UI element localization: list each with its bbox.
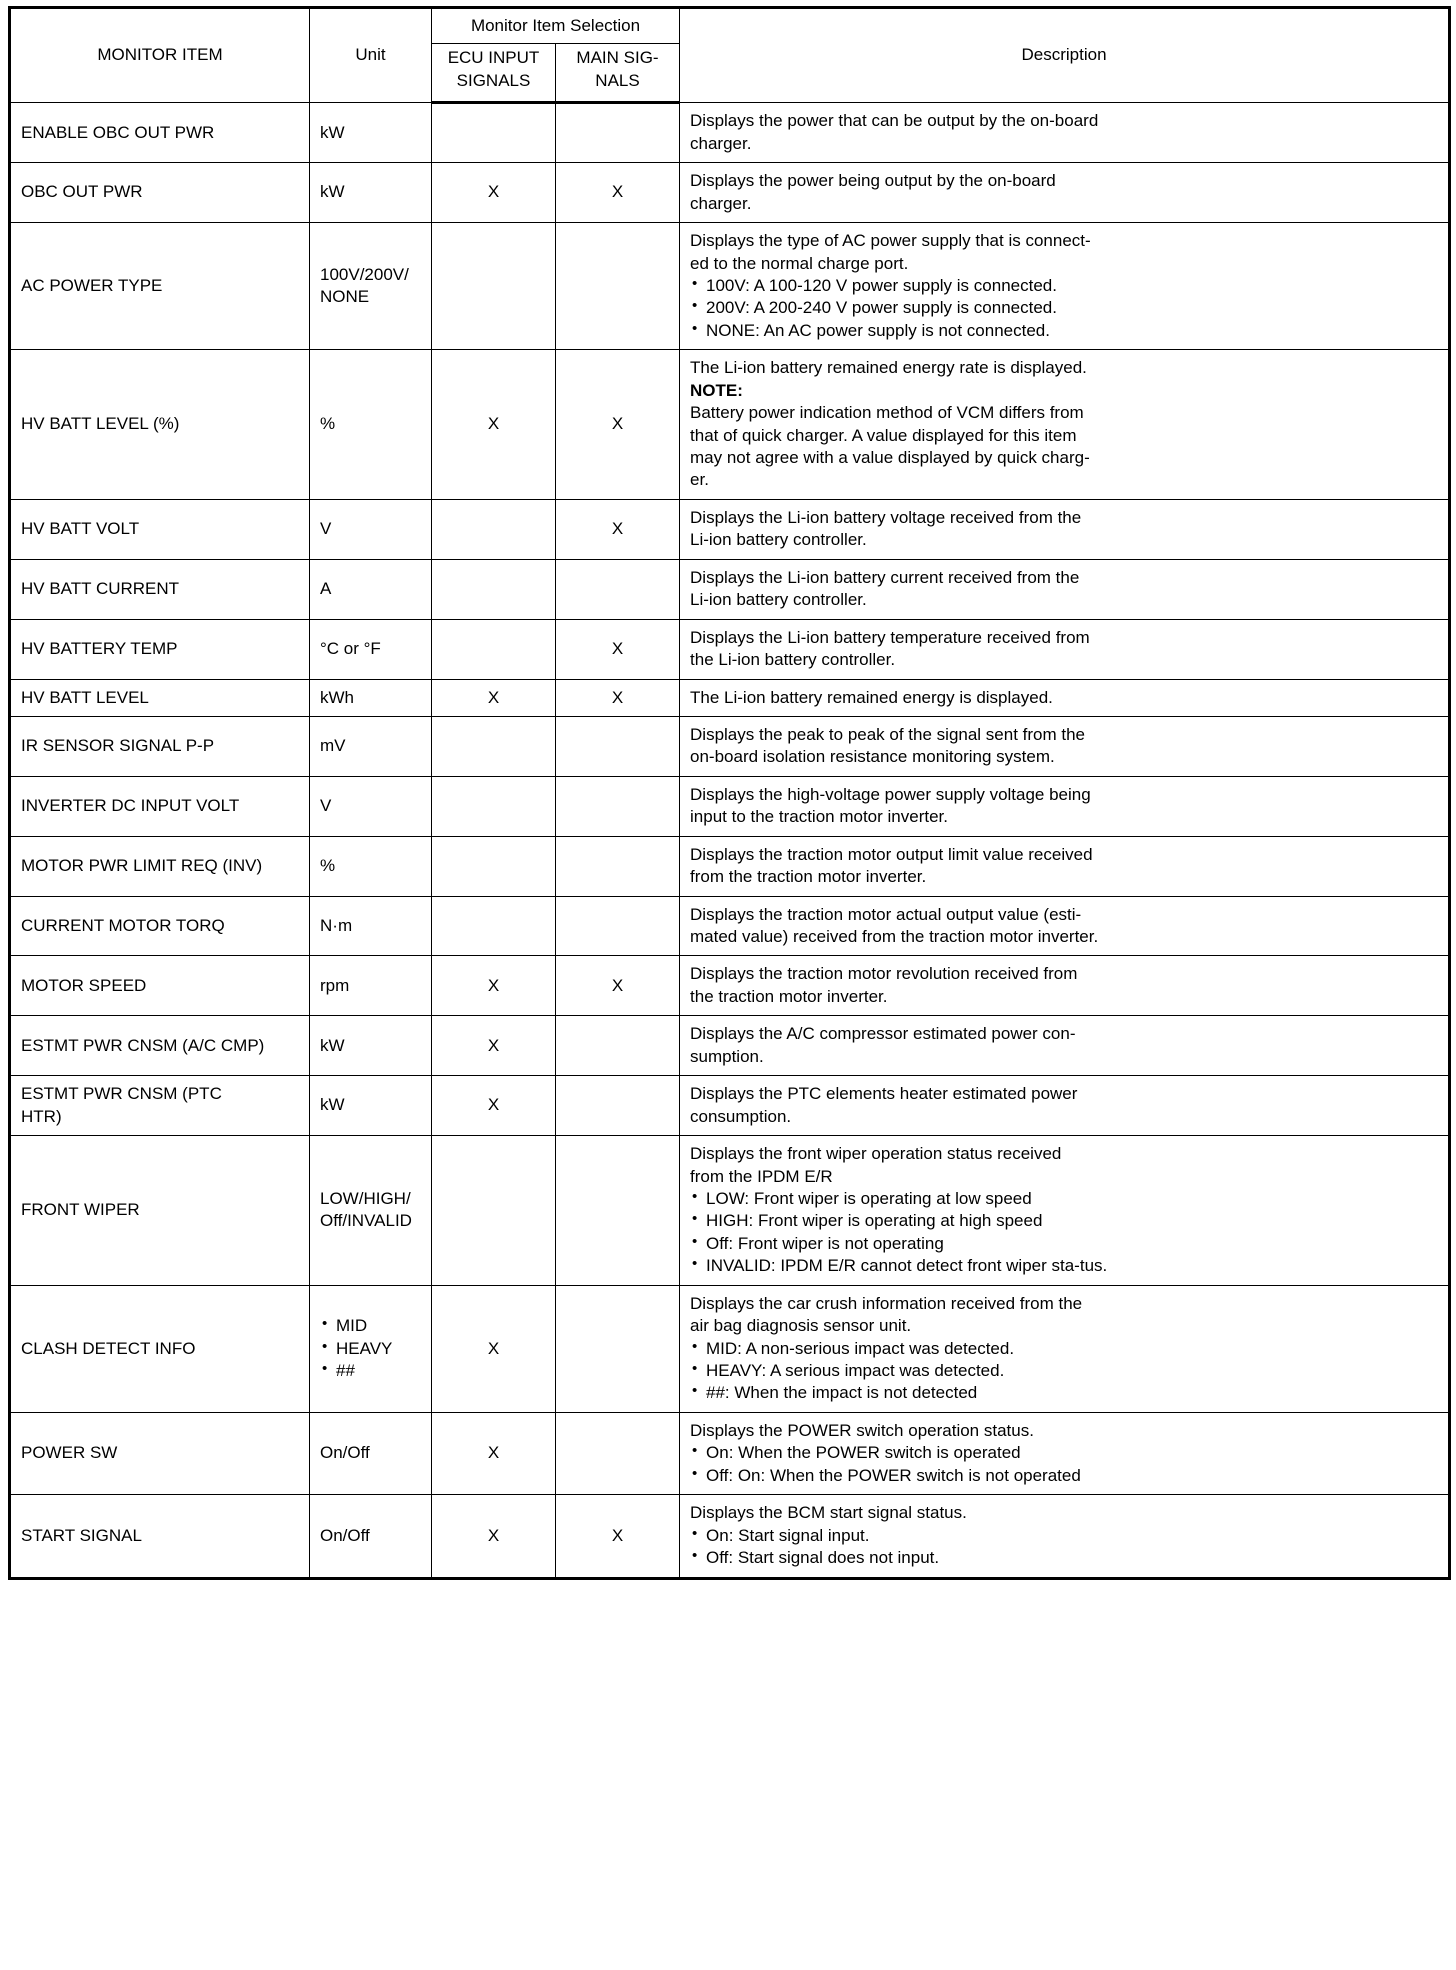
- description-line: Li-ion battery controller.: [690, 590, 867, 610]
- cell-main-signals: X: [556, 350, 680, 500]
- description-bullet: • Off: Start signal does not input.: [690, 1547, 1438, 1569]
- cell-unit: V: [310, 499, 432, 559]
- table-row: [10, 103, 1450, 163]
- cell-monitor-item: START SIGNAL: [10, 1495, 310, 1578]
- table-body: [10, 103, 1450, 1578]
- cell-monitor-item: ESTMT PWR CNSM (A/C CMP): [10, 1016, 310, 1076]
- description-line: Displays the Li-ion battery voltage received from the: [690, 507, 1082, 527]
- cell-main-signals: X: [556, 499, 680, 559]
- header-monitor-item: MONITOR ITEM: [10, 8, 310, 103]
- description-line: Displays the traction motor output limit value received: [690, 844, 1093, 864]
- description-bullet: • On: When the POWER switch is operated: [690, 1442, 1438, 1464]
- cell-unit: kW: [310, 1076, 432, 1136]
- description-line: Displays the POWER switch operation status.: [690, 1420, 1034, 1440]
- description-bullet-list: [690, 1525, 1438, 1570]
- cell-description: [680, 896, 1450, 956]
- table-row: [10, 1016, 1450, 1076]
- cell-monitor-item: HV BATT LEVEL: [10, 679, 310, 716]
- table-row: [10, 776, 1450, 836]
- cell-main-signals: [556, 1076, 680, 1136]
- cell-monitor-item: CLASH DETECT INFO: [10, 1285, 310, 1412]
- cell-ecu-input-signals: [432, 619, 556, 679]
- cell-main-signals: [556, 896, 680, 956]
- cell-ecu-input-signals: [432, 836, 556, 896]
- header-main-signals-line1: MAIN SIG-: [576, 48, 659, 68]
- unit-line: LOW/HIGH/: [320, 1188, 411, 1208]
- cell-ecu-input-signals: [432, 223, 556, 350]
- cell-ecu-input-signals: X: [432, 163, 556, 223]
- unit-option: • HEAVY: [320, 1338, 421, 1360]
- description-bullet: • INVALID: IPDM E/R cannot detect front wiper sta-​tus.: [690, 1255, 1438, 1277]
- cell-unit: N·m: [310, 896, 432, 956]
- description-bullet: • HEAVY: A serious impact was detected.: [690, 1360, 1438, 1382]
- cell-monitor-item: IR SENSOR SIGNAL P-P: [10, 716, 310, 776]
- description-bullet: • Off: On: When the POWER switch is not operated: [690, 1465, 1438, 1487]
- cell-main-signals: [556, 103, 680, 163]
- cell-ecu-input-signals: [432, 716, 556, 776]
- cell-ecu-input-signals: X: [432, 1412, 556, 1494]
- cell-main-signals: [556, 776, 680, 836]
- table-row: [10, 619, 1450, 679]
- description-line: from the IPDM E/R: [690, 1166, 833, 1186]
- cell-ecu-input-signals: X: [432, 679, 556, 716]
- description-line: the traction motor inverter.: [690, 986, 888, 1006]
- cell-description: [680, 1412, 1450, 1494]
- unit-line: Off/INVALID: [320, 1211, 412, 1231]
- cell-description: [680, 956, 1450, 1016]
- cell-monitor-item: HV BATTERY TEMP: [10, 619, 310, 679]
- cell-ecu-input-signals: X: [432, 1016, 556, 1076]
- table-row: [10, 350, 1450, 500]
- description-line: Displays the A/C compressor estimated power con-: [690, 1024, 1076, 1044]
- header-main-signals: [556, 44, 680, 103]
- unit-option-list: [320, 1315, 421, 1382]
- description-line: The Li-ion battery remained energy rate is displayed.: [690, 358, 1087, 378]
- description-bullet: • LOW: Front wiper is operating at low speed: [690, 1188, 1438, 1210]
- cell-ecu-input-signals: [432, 776, 556, 836]
- description-line: Displays the type of AC power supply that is connect-: [690, 231, 1091, 251]
- table-row: [10, 163, 1450, 223]
- cell-main-signals: [556, 1136, 680, 1286]
- monitor-item-table: [8, 6, 1451, 1580]
- description-bullet: • Off: Front wiper is not operating: [690, 1233, 1438, 1255]
- cell-description: [680, 1495, 1450, 1578]
- description-bullet-list: [690, 1188, 1438, 1278]
- cell-main-signals: X: [556, 679, 680, 716]
- cell-main-signals: X: [556, 1495, 680, 1578]
- cell-ecu-input-signals: [432, 103, 556, 163]
- description-line: Displays the car crush information received from the: [690, 1293, 1083, 1313]
- cell-unit: kW: [310, 103, 432, 163]
- description-bullet: • 100V: A 100-120 V power supply is connected.: [690, 275, 1438, 297]
- description-line: Displays the front wiper operation status received: [690, 1144, 1062, 1164]
- description-line: Displays the power that can be output by the on-board: [690, 111, 1099, 131]
- description-line: from the traction motor inverter.: [690, 867, 927, 887]
- table-row: [10, 716, 1450, 776]
- description-bullet-list: [690, 1338, 1438, 1405]
- cell-unit: kWh: [310, 679, 432, 716]
- description-line: Displays the PTC elements heater estimated power: [690, 1084, 1078, 1104]
- cell-description: [680, 103, 1450, 163]
- unit-option: • ##: [320, 1360, 421, 1382]
- cell-monitor-item: [10, 1076, 310, 1136]
- description-line: Displays the Li-ion battery current received from the: [690, 567, 1080, 587]
- cell-monitor-item: CURRENT MOTOR TORQ: [10, 896, 310, 956]
- note-line: may not agree with a value displayed by quick charg-: [690, 448, 1090, 467]
- table-row: [10, 956, 1450, 1016]
- description-line: Displays the BCM start signal status.: [690, 1503, 967, 1523]
- monitor-item-line: HTR): [21, 1106, 62, 1126]
- header-description: Description: [680, 8, 1450, 103]
- cell-main-signals: [556, 559, 680, 619]
- cell-description: [680, 776, 1450, 836]
- description-line: mated value) received from the traction motor inverter.: [690, 927, 1099, 946]
- cell-unit: A: [310, 559, 432, 619]
- header-monitor-item-selection: Monitor Item Selection: [432, 8, 680, 44]
- cell-monitor-item: FRONT WIPER: [10, 1136, 310, 1286]
- table-header: [10, 8, 1450, 103]
- header-unit: Unit: [310, 8, 432, 103]
- cell-main-signals: [556, 1016, 680, 1076]
- cell-ecu-input-signals: [432, 499, 556, 559]
- cell-description: [680, 679, 1450, 716]
- cell-ecu-input-signals: X: [432, 1285, 556, 1412]
- table-row: [10, 1495, 1450, 1578]
- cell-main-signals: [556, 716, 680, 776]
- table-row: [10, 559, 1450, 619]
- cell-monitor-item: MOTOR PWR LIMIT REQ (INV): [10, 836, 310, 896]
- cell-description: [680, 163, 1450, 223]
- cell-description: [680, 350, 1450, 500]
- cell-monitor-item: POWER SW: [10, 1412, 310, 1494]
- cell-unit: kW: [310, 1016, 432, 1076]
- cell-unit: [310, 1136, 432, 1286]
- table-row: [10, 1285, 1450, 1412]
- table-row: [10, 1412, 1450, 1494]
- header-main-signals-line2: NALS: [595, 70, 640, 90]
- cell-main-signals: [556, 836, 680, 896]
- cell-ecu-input-signals: [432, 896, 556, 956]
- description-line: air bag diagnosis sensor unit.: [690, 1316, 912, 1336]
- cell-unit: kW: [310, 163, 432, 223]
- description-line: Displays the Li-ion battery temperature received from: [690, 627, 1090, 647]
- description-line: Displays the peak to peak of the signal sent from the: [690, 724, 1086, 744]
- description-line: on-board isolation resistance monitoring system.: [690, 747, 1055, 767]
- note-line: Battery power indication method of VCM differs from: [690, 403, 1084, 423]
- description-bullet-list: [690, 275, 1438, 342]
- description-bullet: • ##: When the impact is not detected: [690, 1382, 1438, 1404]
- cell-main-signals: X: [556, 163, 680, 223]
- cell-description: [680, 559, 1450, 619]
- description-line: input to the traction motor inverter.: [690, 807, 948, 827]
- description-bullet: • HIGH: Front wiper is operating at high speed: [690, 1210, 1438, 1232]
- monitor-item-line: ESTMT PWR CNSM (PTC: [21, 1084, 222, 1104]
- header-ecu-input-line1: ECU INPUT: [447, 48, 540, 68]
- cell-monitor-item: MOTOR SPEED: [10, 956, 310, 1016]
- cell-ecu-input-signals: [432, 559, 556, 619]
- description-line: ed to the normal charge port.: [690, 253, 909, 273]
- cell-main-signals: [556, 1412, 680, 1494]
- unit-option: • MID: [320, 1315, 421, 1337]
- description-line: charger.: [690, 133, 752, 153]
- description-line: The Li-ion battery remained energy is displayed.: [690, 687, 1053, 707]
- cell-unit: %: [310, 836, 432, 896]
- cell-description: [680, 1076, 1450, 1136]
- cell-unit: On/Off: [310, 1412, 432, 1494]
- note-line: er.: [690, 470, 709, 490]
- description-line: Displays the traction motor actual output value (esti-: [690, 904, 1082, 924]
- unit-line: 100V/200V/: [320, 264, 409, 284]
- cell-monitor-item: HV BATT CURRENT: [10, 559, 310, 619]
- cell-monitor-item: AC POWER TYPE: [10, 223, 310, 350]
- cell-unit: rpm: [310, 956, 432, 1016]
- description-line: Li-ion battery controller.: [690, 530, 867, 550]
- description-bullet: • 200V: A 200-240 V power supply is connected.: [690, 297, 1438, 319]
- description-line: Displays the traction motor revolution received from: [690, 964, 1078, 984]
- cell-main-signals: X: [556, 619, 680, 679]
- description-line: charger.: [690, 193, 752, 213]
- cell-unit: mV: [310, 716, 432, 776]
- cell-unit: %: [310, 350, 432, 500]
- cell-monitor-item: ENABLE OBC OUT PWR: [10, 103, 310, 163]
- cell-main-signals: [556, 223, 680, 350]
- cell-unit: [310, 223, 432, 350]
- description-bullet: • NONE: An AC power supply is not connected.: [690, 320, 1438, 342]
- cell-main-signals: X: [556, 956, 680, 1016]
- cell-ecu-input-signals: X: [432, 1076, 556, 1136]
- cell-description: [680, 716, 1450, 776]
- table-row: [10, 836, 1450, 896]
- cell-unit: V: [310, 776, 432, 836]
- cell-monitor-item: HV BATT LEVEL (%): [10, 350, 310, 500]
- cell-ecu-input-signals: [432, 1136, 556, 1286]
- cell-ecu-input-signals: X: [432, 956, 556, 1016]
- cell-description: [680, 836, 1450, 896]
- cell-unit: °C or °F: [310, 619, 432, 679]
- table-row: [10, 499, 1450, 559]
- unit-line: NONE: [320, 287, 370, 307]
- table-row: [10, 679, 1450, 716]
- table-row: [10, 896, 1450, 956]
- cell-description: [680, 499, 1450, 559]
- note-line: that of quick charger. A value displayed for this item: [690, 425, 1077, 445]
- cell-description: [680, 223, 1450, 350]
- description-bullet-list: [690, 1442, 1438, 1487]
- description-line: sumption.: [690, 1046, 764, 1066]
- header-ecu-input-line2: SIGNALS: [456, 70, 531, 90]
- description-bullet: • On: Start signal input.: [690, 1525, 1438, 1547]
- description-bullet: • MID: A non-serious impact was detected.: [690, 1338, 1438, 1360]
- table-row: [10, 223, 1450, 350]
- table-row: [10, 1136, 1450, 1286]
- note-label: NOTE:: [690, 380, 743, 400]
- description-line: the Li-ion battery controller.: [690, 650, 896, 670]
- cell-ecu-input-signals: X: [432, 350, 556, 500]
- description-line: consumption.: [690, 1106, 792, 1126]
- cell-monitor-item: OBC OUT PWR: [10, 163, 310, 223]
- cell-main-signals: [556, 1285, 680, 1412]
- cell-monitor-item: INVERTER DC INPUT VOLT: [10, 776, 310, 836]
- description-line: Displays the power being output by the on-board: [690, 171, 1056, 191]
- cell-unit: On/Off: [310, 1495, 432, 1578]
- header-ecu-input-signals: [432, 44, 556, 103]
- cell-unit: [310, 1285, 432, 1412]
- cell-description: [680, 1016, 1450, 1076]
- cell-description: [680, 1136, 1450, 1286]
- cell-description: [680, 619, 1450, 679]
- cell-monitor-item: HV BATT VOLT: [10, 499, 310, 559]
- table-row: [10, 1076, 1450, 1136]
- description-line: Displays the high-voltage power supply voltage being: [690, 784, 1091, 804]
- cell-description: [680, 1285, 1450, 1412]
- cell-ecu-input-signals: X: [432, 1495, 556, 1578]
